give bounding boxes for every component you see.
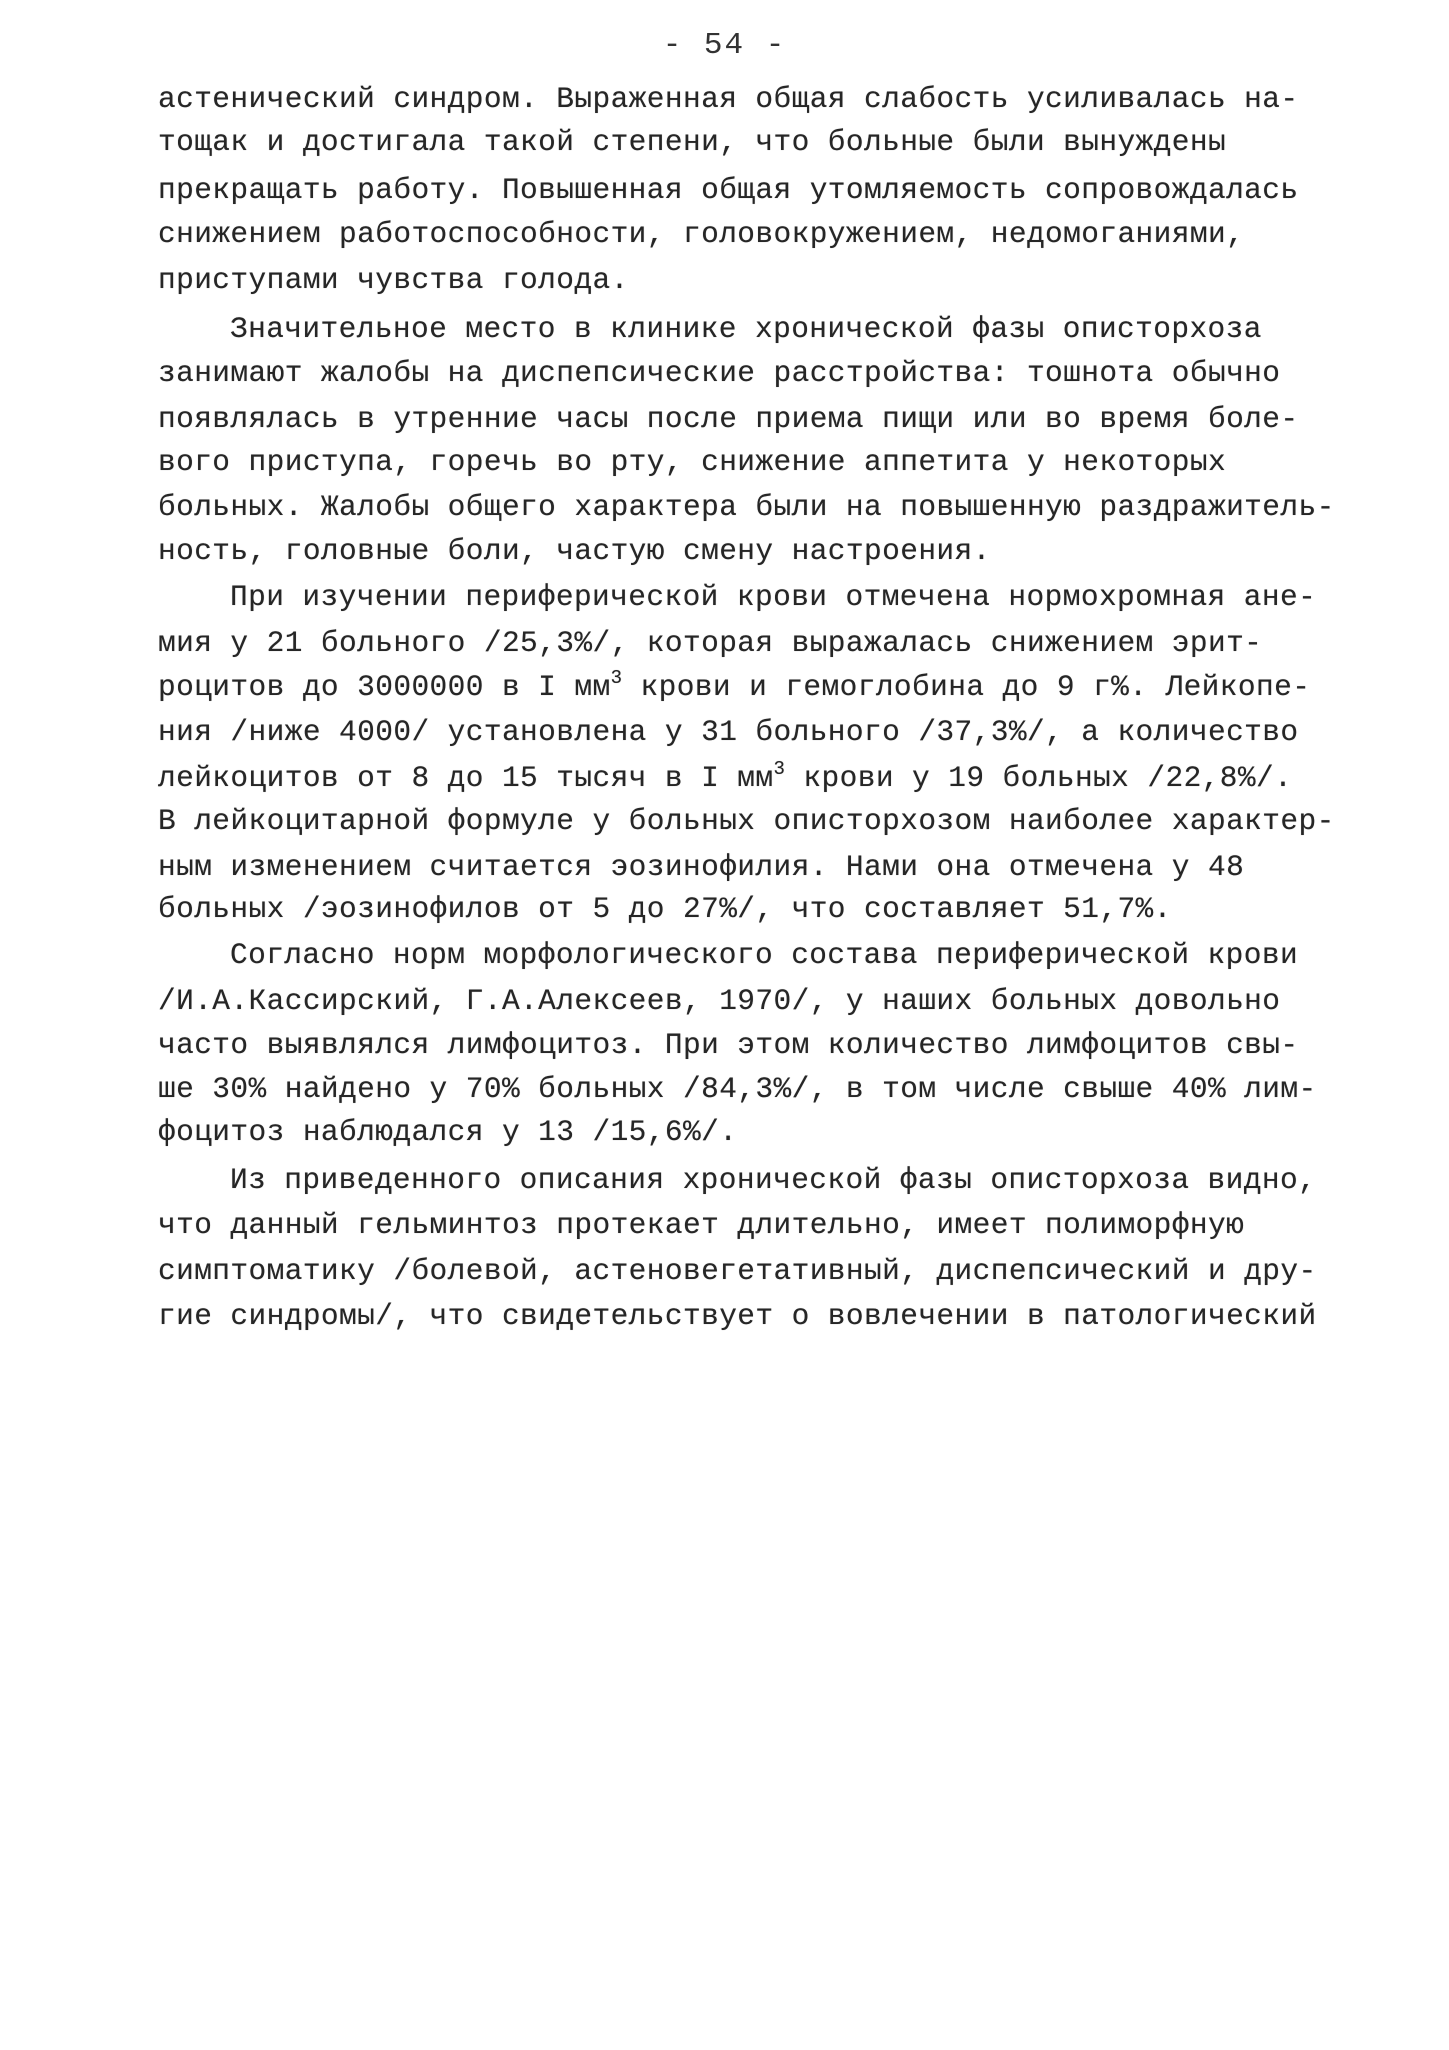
text-line: мия у 21 больного /25,3%/, которая выражалась снижением эрит- — [158, 626, 1263, 660]
text-segment: крови у 19 больных /22,8%/. — [785, 761, 1293, 795]
text-line: ше 30% найдено у 70% больных /84,3%/, в том числе свыше 40% лим- — [158, 1072, 1317, 1106]
text-line: /И.А.Кассирский, Г.А.Алексеев, 1970/, у наших больных довольно — [158, 984, 1281, 1018]
text-segment: роцитов до 3000000 в I мм — [158, 670, 611, 704]
text-line: ным изменением считается эозинофилия. Нами она отмечена у 48 — [158, 850, 1245, 884]
text-line: симптоматику /болевой, астеновегетативный, диспепсический и дру- — [158, 1254, 1317, 1288]
text-line: При изучении периферической крови отмечена нормохромная ане- — [230, 580, 1317, 614]
text-line-with-superscript — [158, 758, 1292, 798]
text-line: приступами чувства голода. — [158, 263, 629, 297]
text-segment: крови и гемоглобина до 9 г%. Лейкопе- — [622, 670, 1311, 704]
text-line: ния /ниже 4000/ установлена у 31 больного /37,3%/, а количество — [158, 715, 1299, 749]
superscript: 3 — [773, 758, 786, 780]
text-line: Значительное место в клинике хронической фазы описторхоза — [230, 312, 1262, 346]
superscript: 3 — [610, 667, 623, 689]
text-line: появлялась в утренние часы после приема пищи или во время боле- — [158, 402, 1299, 436]
text-line: Из приведенного описания хронической фазы описторхоза видно, — [230, 1163, 1317, 1197]
text-line: вого приступа, горечь во рту, снижение аппетита у некоторых — [158, 445, 1227, 479]
text-line: тощак и достигала такой степени, что больные были вынуждены — [158, 125, 1227, 159]
text-line: часто выявлялся лимфоцитоз. При этом количество лимфоцитов свы- — [158, 1028, 1299, 1062]
text-line: гие синдромы/, что свидетельствует о вовлечении в патологический — [158, 1299, 1317, 1333]
text-line: снижением работоспособности, головокружением, недомоганиями, — [158, 217, 1245, 251]
page-number: - 54 - — [662, 28, 787, 63]
text-line: что данный гельминтоз протекает длительно, имеет полиморфную — [158, 1208, 1245, 1242]
text-line: больных /эозинофилов от 5 до 27%/, что составляет 51,7%. — [158, 892, 1172, 926]
text-line: фоцитоз наблюдался у 13 /15,6%/. — [158, 1115, 738, 1149]
text-line: Согласно норм морфологического состава периферической крови — [230, 938, 1299, 972]
text-line: ность, головные боли, частую смену настроения. — [158, 534, 991, 568]
text-line: прекращать работу. Повышенная общая утомляемость сопровождалась — [158, 173, 1299, 207]
text-segment: лейкоцитов от 8 до 15 тысяч в I мм — [158, 761, 774, 795]
text-line: занимают жалобы на диспепсические расстройства: тошнота обычно — [158, 356, 1281, 390]
text-line: В лейкоцитарной формуле у больных описторхозом наиболее характер- — [158, 804, 1335, 838]
text-line-with-superscript — [158, 667, 1310, 707]
text-line: астенический синдром. Выраженная общая слабость усиливалась на- — [158, 82, 1299, 116]
text-line: больных. Жалобы общего характера были на повышенную раздражитель- — [158, 490, 1335, 524]
